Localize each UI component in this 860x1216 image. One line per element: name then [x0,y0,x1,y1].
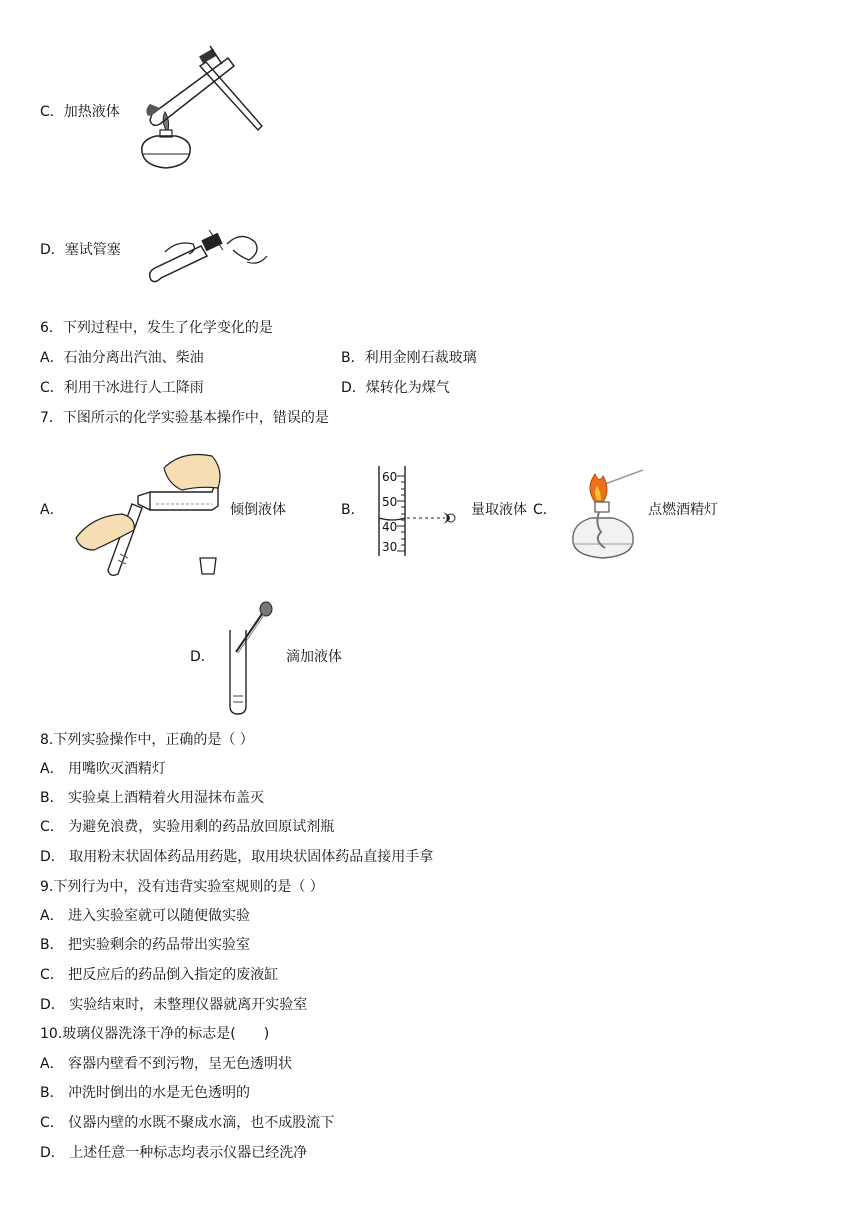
q7-stem: 7．下图所示的化学实验基本操作中，错误的是 [40,410,329,426]
lighting-alcohol-lamp-illustration [565,462,645,560]
q10-option-a: A． 容器内壁看不到污物，呈无色透明状 [40,1056,293,1072]
q7-option-c-letter: C． [533,502,557,518]
q10-option-c: C． 仪器内壁的水既不聚成水滴，也不成股流下 [40,1115,335,1131]
q9-stem: 9.下列行为中，没有违背实验室规则的是（ ） [40,879,324,895]
q8-option-b: B． 实验桌上酒精着火用湿抹布盖灭 [40,790,265,806]
pouring-liquid-illustration [72,446,232,581]
heating-liquid-illustration [130,44,265,179]
q7-option-b-letter: B． [341,502,365,518]
cylinder-tick-40: 40 [382,520,398,534]
q8-option-c: C． 为避免浪费，实验用剩的药品放回原试剂瓶 [40,819,335,835]
cylinder-tick-50: 50 [382,495,398,509]
q9-option-a: A． 进入实验室就可以随便做实验 [40,908,251,924]
cylinder-tick-30: 30 [382,540,398,554]
q10-option-d: D． 上述任意一种标志均表示仪器已经洗净 [40,1145,308,1161]
q6-stem: 6．下列过程中，发生了化学变化的是 [40,320,273,336]
q10-option-b: B． 冲洗时倒出的水是无色透明的 [40,1085,251,1101]
dropping-liquid-illustration [222,600,277,718]
q8-option-a: A． 用嘴吹灭酒精灯 [40,761,167,777]
q6-option-a: A．石油分离出汽油、柴油 [40,350,204,366]
cylinder-tick-60: 60 [382,470,398,484]
q7-option-d-caption: 滴加液体 [286,649,342,665]
q6-option-d: D．煤转化为煤气 [341,380,450,396]
q9-option-b: B． 把实验剩余的药品带出实验室 [40,937,251,953]
q6-option-b: B．利用金刚石裁玻璃 [341,350,477,366]
q5-option-d-label: D．塞试管塞 [40,242,121,258]
q9-option-d: D． 实验结束时，未整理仪器就离开实验室 [40,997,308,1013]
q7-option-c-caption: 点燃酒精灯 [648,502,718,518]
q9-option-c: C． 把反应后的药品倒入指定的废液缸 [40,967,279,983]
q8-option-d: D． 取用粉末状固体药品用药匙，取用块状固体药品直接用手拿 [40,849,434,865]
q10-stem: 10.玻璃仪器洗涤干净的标志是( ) [40,1026,270,1042]
stopper-insertion-illustration [143,222,273,292]
q5-option-c-label: C．加热液体 [40,104,120,120]
graduated-cylinder-illustration [375,466,470,558]
q6-option-c: C．利用干冰进行人工降雨 [40,380,204,396]
q7-option-b-caption: 量取液体 [471,502,527,518]
q7-option-d-letter: D． [190,649,215,665]
q7-option-a-letter: A． [40,502,64,518]
q8-stem: 8.下列实验操作中，正确的是（ ） [40,732,254,748]
q7-option-a-caption: 倾倒液体 [230,502,286,518]
